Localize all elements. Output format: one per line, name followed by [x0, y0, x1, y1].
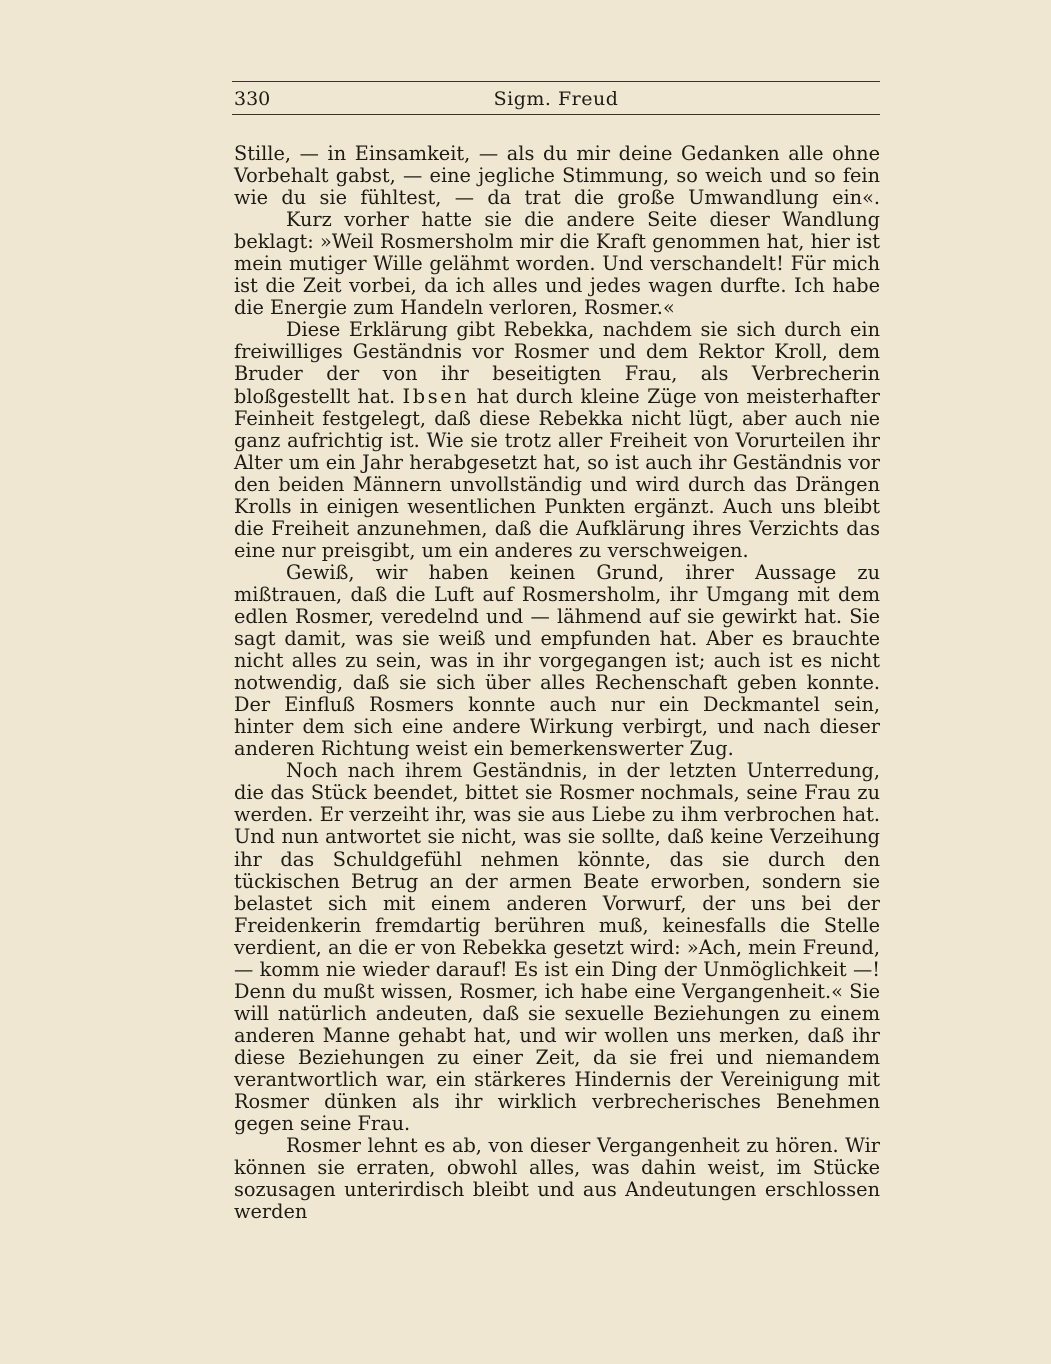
paragraph: Gewiß, wir haben keinen Grund, ihrer Aussage zu mißtrauen, daß die Luft auf Rosmersholm, ihr Umgang mit dem edlen Rosmer, veredelnd und — lähmend auf sie gewirkt hat. Sie sagt damit, was sie weiß und empfunden hat. Aber es brauchte nicht alles zu sein, was in ihr vorgegangen ist; auch ist es nicht notwendig, daß sie sich über alles Rechenschaft geben konnte. Der Einfluß Rosmers konnte auch nur ein Deckmantel sein, hinter dem sich eine andere Wirkung verbirgt, und nach dieser anderen Richtung weist ein bemerkenswerter Zug. [234, 560, 880, 761]
running-head: Sigm. Freud [493, 88, 619, 110]
paragraph-text: Diese Erklärung gibt Rebekka, nachdem sie sich durch ein freiwilliges Geständnis vor Rosmer und dem Rektor Kroll, dem Bruder der von ihr beseitigten Frau, als Verbrecherin bloßgestellt hat. [234, 318, 880, 408]
header-bottom-rule [232, 114, 880, 115]
paragraph: Stille, — in Einsamkeit, — als du mir deine Gedanken alle ohne Vorbehalt gabst, — eine jegliche Stimmung, so weich und so fein wie du sie fühltest, — da trat die große Umwandlung ein«. [234, 142, 880, 210]
header-top-rule [232, 81, 880, 82]
body-text [234, 143, 880, 1223]
paragraph: Rosmer lehnt es ab, von dieser Vergangenheit zu hören. Wir können sie erraten, obwohl alles, was dahin weist, im Stücke sozusagen unterirdisch bleibt und aus Andeutungen erschlossen werden [234, 1134, 880, 1224]
author-name-spaced: Ibsen [402, 384, 470, 408]
paragraph: Noch nach ihrem Geständnis, in der letzten Unterredung, die das Stück beendet, bittet sie Rosmer nochmals, seine Frau zu werden. Er verzeiht ihr, was sie aus Liebe zu ihm verbrochen hat. Und nun antwortet sie nicht, was sie sollte, daß keine Verzeihung ihr das Schuldgefühl nehmen könnte, das sie durch den tückischen Betrug an der armen Beate erworben, sondern sie belastet sich mit einem anderen Vorwurf, der uns bei der Freidenkerin fremdartig berühren muß, keinesfalls die Stelle verdient, an die er von Rebekka gesetzt wird: »Ach, mein Freund, — komm nie wieder darauf! Es ist ein Ding der Unmöglichkeit —! Denn du mußt wissen, Rosmer, ich habe eine Vergangenheit.« Sie will natürlich andeuten, daß sie sexuelle Beziehungen zu einem anderen Manne gehabt hat, und wir wollen uns merken, daß ihr diese Beziehungen zu einer Zeit, da sie frei und niemandem verantwortlich war, ein stärkeres Hindernis der Vereinigung mit Rosmer dünken als ihr wirklich verbrecherisches Benehmen gegen seine Frau. [234, 759, 880, 1136]
paragraph [234, 319, 880, 562]
page-number: 330 [234, 88, 271, 110]
paragraph: Kurz vorher hatte sie die andere Seite dieser Wandlung beklagt: »Weil Rosmersholm mir die Kraft genommen hat, hier ist mein mutiger Wille gelähmt worden. Und verschandelt! Für mich ist die Zeit vorbei, da ich alles und jedes wagen durfte. Ich habe die Energie zum Handeln verloren, Rosmer.« [234, 208, 880, 320]
page-header [232, 86, 880, 112]
paragraph-text: hat durch kleine Züge von meisterhafter Feinheit festgelegt, daß diese Rebekka nicht lügt, aber auch nie ganz aufrichtig ist. Wie sie trotz aller Freiheit von Vorurteilen ihr Alter um ein Jahr herabgesetzt hat, so ist auch ihr Geständnis vor den beiden Männern unvollständig und wird durch das Drängen Krolls in einigen wesentlichen Punkten ergänzt. Auch uns bleibt die Freiheit anzunehmen, daß die Aufklärung ihres Verzichts das eine nur preisgibt, um ein anderes zu verschweigen. [234, 384, 880, 562]
